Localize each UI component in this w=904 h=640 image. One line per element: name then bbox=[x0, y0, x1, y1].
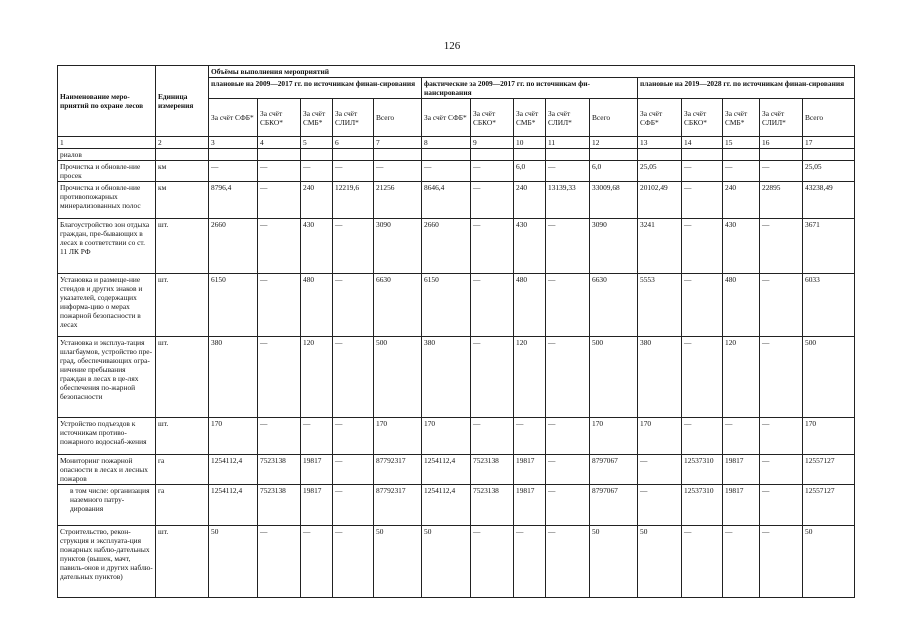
header-source-2-0: За счёт СФБ* bbox=[638, 99, 682, 137]
value-cell bbox=[682, 149, 723, 161]
header-source-1-2: За счёт СМБ* bbox=[514, 99, 546, 137]
value-cell: — bbox=[760, 219, 803, 274]
page-number: 126 bbox=[443, 40, 461, 52]
value-cell: — bbox=[546, 455, 590, 485]
value-cell: 500 bbox=[803, 337, 855, 418]
table-row bbox=[58, 274, 855, 337]
measure-name: в том числе: организация наземного патру-дирования bbox=[58, 485, 156, 526]
value-cell: — bbox=[258, 274, 301, 337]
value-cell: 50 bbox=[803, 526, 855, 598]
value-cell: 120 bbox=[301, 337, 333, 418]
header-planned-2019: плановые на 2019—2028 гг. по источникам финан-сирования bbox=[638, 78, 855, 99]
value-cell: 50 bbox=[590, 526, 638, 598]
header-source-1-0: За счёт СФБ* bbox=[422, 99, 471, 137]
value-cell: — bbox=[301, 418, 333, 455]
header-source-1-1: За счёт СБКО* bbox=[471, 99, 514, 137]
value-cell: 1254112,4 bbox=[209, 485, 258, 526]
value-cell: 20102,49 bbox=[638, 182, 682, 219]
header-source-0-4: Всего bbox=[374, 99, 422, 137]
value-cell: 7523138 bbox=[471, 455, 514, 485]
column-number: 5 bbox=[301, 137, 333, 149]
value-cell: 22895 bbox=[760, 182, 803, 219]
value-cell: — bbox=[760, 274, 803, 337]
value-cell: 170 bbox=[374, 418, 422, 455]
value-cell bbox=[258, 149, 301, 161]
value-cell: — bbox=[682, 418, 723, 455]
value-cell: 19817 bbox=[301, 455, 333, 485]
measure-name: Мониторинг пожарной опасности в лесах и лесных пожаров bbox=[58, 455, 156, 485]
value-cell: — bbox=[258, 418, 301, 455]
value-cell: — bbox=[333, 485, 374, 526]
table-row bbox=[58, 418, 855, 455]
value-cell: 19817 bbox=[514, 455, 546, 485]
value-cell: — bbox=[760, 161, 803, 182]
measure-unit: шт. bbox=[156, 337, 209, 418]
column-number: 10 bbox=[514, 137, 546, 149]
value-cell: 3241 bbox=[638, 219, 682, 274]
header-source-2-2: За счёт СМБ* bbox=[723, 99, 760, 137]
value-cell bbox=[422, 149, 471, 161]
column-number: 15 bbox=[723, 137, 760, 149]
header-actual-2009: фактические за 2009—2017 гг. по источникам фи-нансирования bbox=[422, 78, 638, 99]
header-source-2-3: За счёт СЛИЛ* bbox=[760, 99, 803, 137]
column-number: 14 bbox=[682, 137, 723, 149]
measure-unit: км bbox=[156, 161, 209, 182]
value-cell: — bbox=[471, 219, 514, 274]
header-name-col: Наименование меро-приятий по охране лесов bbox=[58, 66, 156, 137]
value-cell: 170 bbox=[209, 418, 258, 455]
value-cell: 380 bbox=[422, 337, 471, 418]
header-source-0-1: За счёт СБКО* bbox=[258, 99, 301, 137]
value-cell: — bbox=[258, 182, 301, 219]
column-number: 17 bbox=[803, 137, 855, 149]
measure-name: Благоустройство зон отдыха граждан, пре-бывающих в лесах в соответствии со ст. 11 ЛК РФ bbox=[58, 219, 156, 274]
value-cell: — bbox=[471, 161, 514, 182]
column-number: 16 bbox=[760, 137, 803, 149]
value-cell: 19817 bbox=[514, 485, 546, 526]
value-cell: 7523138 bbox=[258, 485, 301, 526]
value-cell bbox=[803, 149, 855, 161]
value-cell: 430 bbox=[514, 219, 546, 274]
header-unit-col: Единица измерения bbox=[156, 66, 209, 137]
value-cell bbox=[374, 149, 422, 161]
measure-name: Установка и эксплуа-тация шлагбаумов, устройство пре-град, обеспечивающих огра-ничение пребывания граждан в лесах в це-лях обеспечения по-жарной безопасности bbox=[58, 337, 156, 418]
value-cell: — bbox=[333, 161, 374, 182]
value-cell: — bbox=[514, 418, 546, 455]
measure-name: Прочистка и обновле-ние противопожарных минерализованных полос bbox=[58, 182, 156, 219]
measures-table bbox=[57, 65, 855, 598]
value-cell: — bbox=[374, 161, 422, 182]
table-row bbox=[58, 219, 855, 274]
value-cell: 50 bbox=[209, 526, 258, 598]
header-source-1-3: За счёт СЛИЛ* bbox=[546, 99, 590, 137]
value-cell: — bbox=[546, 337, 590, 418]
measure-unit: шт. bbox=[156, 219, 209, 274]
value-cell: 3090 bbox=[590, 219, 638, 274]
column-number: 13 bbox=[638, 137, 682, 149]
value-cell: — bbox=[760, 418, 803, 455]
value-cell: — bbox=[209, 161, 258, 182]
value-cell: — bbox=[258, 526, 301, 598]
value-cell: — bbox=[471, 274, 514, 337]
value-cell: — bbox=[723, 526, 760, 598]
value-cell: — bbox=[258, 161, 301, 182]
table-row bbox=[58, 455, 855, 485]
value-cell: 430 bbox=[301, 219, 333, 274]
value-cell: — bbox=[760, 485, 803, 526]
value-cell: 25,05 bbox=[638, 161, 682, 182]
value-cell: 3671 bbox=[803, 219, 855, 274]
value-cell: — bbox=[333, 274, 374, 337]
value-cell: — bbox=[682, 274, 723, 337]
value-cell: 240 bbox=[301, 182, 333, 219]
value-cell: — bbox=[682, 526, 723, 598]
value-cell: — bbox=[258, 337, 301, 418]
value-cell: — bbox=[546, 161, 590, 182]
column-number: 2 bbox=[156, 137, 209, 149]
value-cell: — bbox=[682, 161, 723, 182]
value-cell: 6630 bbox=[374, 274, 422, 337]
value-cell: — bbox=[471, 526, 514, 598]
value-cell: 6,0 bbox=[590, 161, 638, 182]
value-cell: 2660 bbox=[422, 219, 471, 274]
value-cell: 480 bbox=[301, 274, 333, 337]
value-cell: — bbox=[723, 418, 760, 455]
column-number: 1 bbox=[58, 137, 156, 149]
value-cell: — bbox=[514, 526, 546, 598]
value-cell: — bbox=[471, 337, 514, 418]
value-cell: 1254112,4 bbox=[422, 485, 471, 526]
value-cell bbox=[590, 149, 638, 161]
value-cell: — bbox=[471, 418, 514, 455]
value-cell: — bbox=[301, 526, 333, 598]
value-cell: — bbox=[258, 219, 301, 274]
measure-unit: га bbox=[156, 485, 209, 526]
value-cell: 8796,4 bbox=[209, 182, 258, 219]
value-cell: 6,0 bbox=[514, 161, 546, 182]
value-cell: 6630 bbox=[590, 274, 638, 337]
value-cell: — bbox=[333, 418, 374, 455]
value-cell: 7523138 bbox=[471, 485, 514, 526]
value-cell: 50 bbox=[638, 526, 682, 598]
value-cell: 19817 bbox=[301, 485, 333, 526]
column-number: 7 bbox=[374, 137, 422, 149]
table-row bbox=[58, 337, 855, 418]
value-cell: — bbox=[546, 485, 590, 526]
column-number: 9 bbox=[471, 137, 514, 149]
value-cell: 8797067 bbox=[590, 485, 638, 526]
value-cell bbox=[723, 149, 760, 161]
column-number: 3 bbox=[209, 137, 258, 149]
header-source-0-2: За счёт СМБ* bbox=[301, 99, 333, 137]
value-cell bbox=[209, 149, 258, 161]
header-planned-2009: плановые на 2009—2017 гг. по источникам финан-сирования bbox=[209, 78, 422, 99]
value-cell bbox=[514, 149, 546, 161]
value-cell: — bbox=[638, 485, 682, 526]
value-cell: 500 bbox=[374, 337, 422, 418]
value-cell: 87792317 bbox=[374, 485, 422, 526]
table-row bbox=[58, 485, 855, 526]
value-cell: 8797067 bbox=[590, 455, 638, 485]
value-cell: 43238,49 bbox=[803, 182, 855, 219]
column-number: 11 bbox=[546, 137, 590, 149]
value-cell: 19817 bbox=[723, 485, 760, 526]
value-cell: 6033 bbox=[803, 274, 855, 337]
header-source-1-4: Всего bbox=[590, 99, 638, 137]
value-cell: 500 bbox=[590, 337, 638, 418]
value-cell: 12557127 bbox=[803, 455, 855, 485]
value-cell: 13139,33 bbox=[546, 182, 590, 219]
measure-name: Строительство, рекон-струкция и эксплуата-ция пожарных наблю-дательных пунктов (вышек, мачт, павиль-онов и других наблю-дательных пунктов) bbox=[58, 526, 156, 598]
value-cell: 240 bbox=[514, 182, 546, 219]
value-cell: — bbox=[682, 219, 723, 274]
value-cell: — bbox=[760, 337, 803, 418]
table-row bbox=[58, 149, 855, 161]
value-cell: 25,05 bbox=[803, 161, 855, 182]
measure-name: Установка и размеще-ние стендов и других знаков и указателей, содержащих информа-цию о мерах пожарной безопасности в лесах bbox=[58, 274, 156, 337]
value-cell bbox=[638, 149, 682, 161]
measure-unit: шт. bbox=[156, 418, 209, 455]
value-cell: 120 bbox=[723, 337, 760, 418]
measure-unit bbox=[156, 149, 209, 161]
value-cell: 120 bbox=[514, 337, 546, 418]
value-cell: 19817 bbox=[723, 455, 760, 485]
value-cell: 480 bbox=[723, 274, 760, 337]
measure-name: риалов bbox=[58, 149, 156, 161]
measure-unit: шт. bbox=[156, 274, 209, 337]
value-cell: 6150 bbox=[422, 274, 471, 337]
value-cell: 170 bbox=[638, 418, 682, 455]
column-number: 6 bbox=[333, 137, 374, 149]
value-cell: — bbox=[546, 219, 590, 274]
value-cell bbox=[546, 149, 590, 161]
value-cell: 170 bbox=[422, 418, 471, 455]
value-cell bbox=[301, 149, 333, 161]
column-number: 4 bbox=[258, 137, 301, 149]
value-cell: 430 bbox=[723, 219, 760, 274]
value-cell: — bbox=[723, 161, 760, 182]
measure-name: Прочистка и обновле-ние просек bbox=[58, 161, 156, 182]
value-cell: 50 bbox=[422, 526, 471, 598]
value-cell: 50 bbox=[374, 526, 422, 598]
value-cell: 380 bbox=[638, 337, 682, 418]
measure-unit: шт. bbox=[156, 526, 209, 598]
value-cell: 1254112,4 bbox=[209, 455, 258, 485]
value-cell: 1254112,4 bbox=[422, 455, 471, 485]
value-cell: — bbox=[301, 161, 333, 182]
value-cell: — bbox=[682, 182, 723, 219]
value-cell: — bbox=[333, 337, 374, 418]
value-cell: 12219,6 bbox=[333, 182, 374, 219]
table-row bbox=[58, 161, 855, 182]
table-row bbox=[58, 526, 855, 598]
value-cell: — bbox=[638, 455, 682, 485]
value-cell: 6150 bbox=[209, 274, 258, 337]
value-cell: 170 bbox=[590, 418, 638, 455]
value-cell: — bbox=[333, 219, 374, 274]
value-cell: — bbox=[546, 526, 590, 598]
value-cell: 2660 bbox=[209, 219, 258, 274]
header-group-title: Объёмы выполнения мероприятий bbox=[209, 66, 855, 78]
value-cell: — bbox=[333, 526, 374, 598]
value-cell: 12537310 bbox=[682, 485, 723, 526]
value-cell bbox=[333, 149, 374, 161]
value-cell bbox=[760, 149, 803, 161]
value-cell: 33009,68 bbox=[590, 182, 638, 219]
table-row bbox=[58, 182, 855, 219]
measure-name: Устройство подъездов к источникам противо-пожарного водоснаб-жения bbox=[58, 418, 156, 455]
value-cell: — bbox=[546, 274, 590, 337]
measure-unit: га bbox=[156, 455, 209, 485]
value-cell: 21256 bbox=[374, 182, 422, 219]
value-cell: 12537310 bbox=[682, 455, 723, 485]
value-cell: 380 bbox=[209, 337, 258, 418]
header-source-0-3: За счёт СЛИЛ* bbox=[333, 99, 374, 137]
value-cell: — bbox=[682, 337, 723, 418]
value-cell: — bbox=[471, 182, 514, 219]
value-cell: 170 bbox=[803, 418, 855, 455]
value-cell: 12557127 bbox=[803, 485, 855, 526]
column-number: 8 bbox=[422, 137, 471, 149]
value-cell: 480 bbox=[514, 274, 546, 337]
value-cell bbox=[471, 149, 514, 161]
header-source-2-4: Всего bbox=[803, 99, 855, 137]
value-cell: — bbox=[333, 455, 374, 485]
value-cell: 7523138 bbox=[258, 455, 301, 485]
column-number: 12 bbox=[590, 137, 638, 149]
value-cell: 87792317 bbox=[374, 455, 422, 485]
header-source-0-0: За счёт СФБ* bbox=[209, 99, 258, 137]
value-cell: 5553 bbox=[638, 274, 682, 337]
value-cell: — bbox=[546, 418, 590, 455]
value-cell: — bbox=[760, 526, 803, 598]
value-cell: 8646,4 bbox=[422, 182, 471, 219]
value-cell: 240 bbox=[723, 182, 760, 219]
value-cell: — bbox=[760, 455, 803, 485]
value-cell: 3090 bbox=[374, 219, 422, 274]
value-cell: — bbox=[422, 161, 471, 182]
measure-unit: км bbox=[156, 182, 209, 219]
header-source-2-1: За счёт СБКО* bbox=[682, 99, 723, 137]
